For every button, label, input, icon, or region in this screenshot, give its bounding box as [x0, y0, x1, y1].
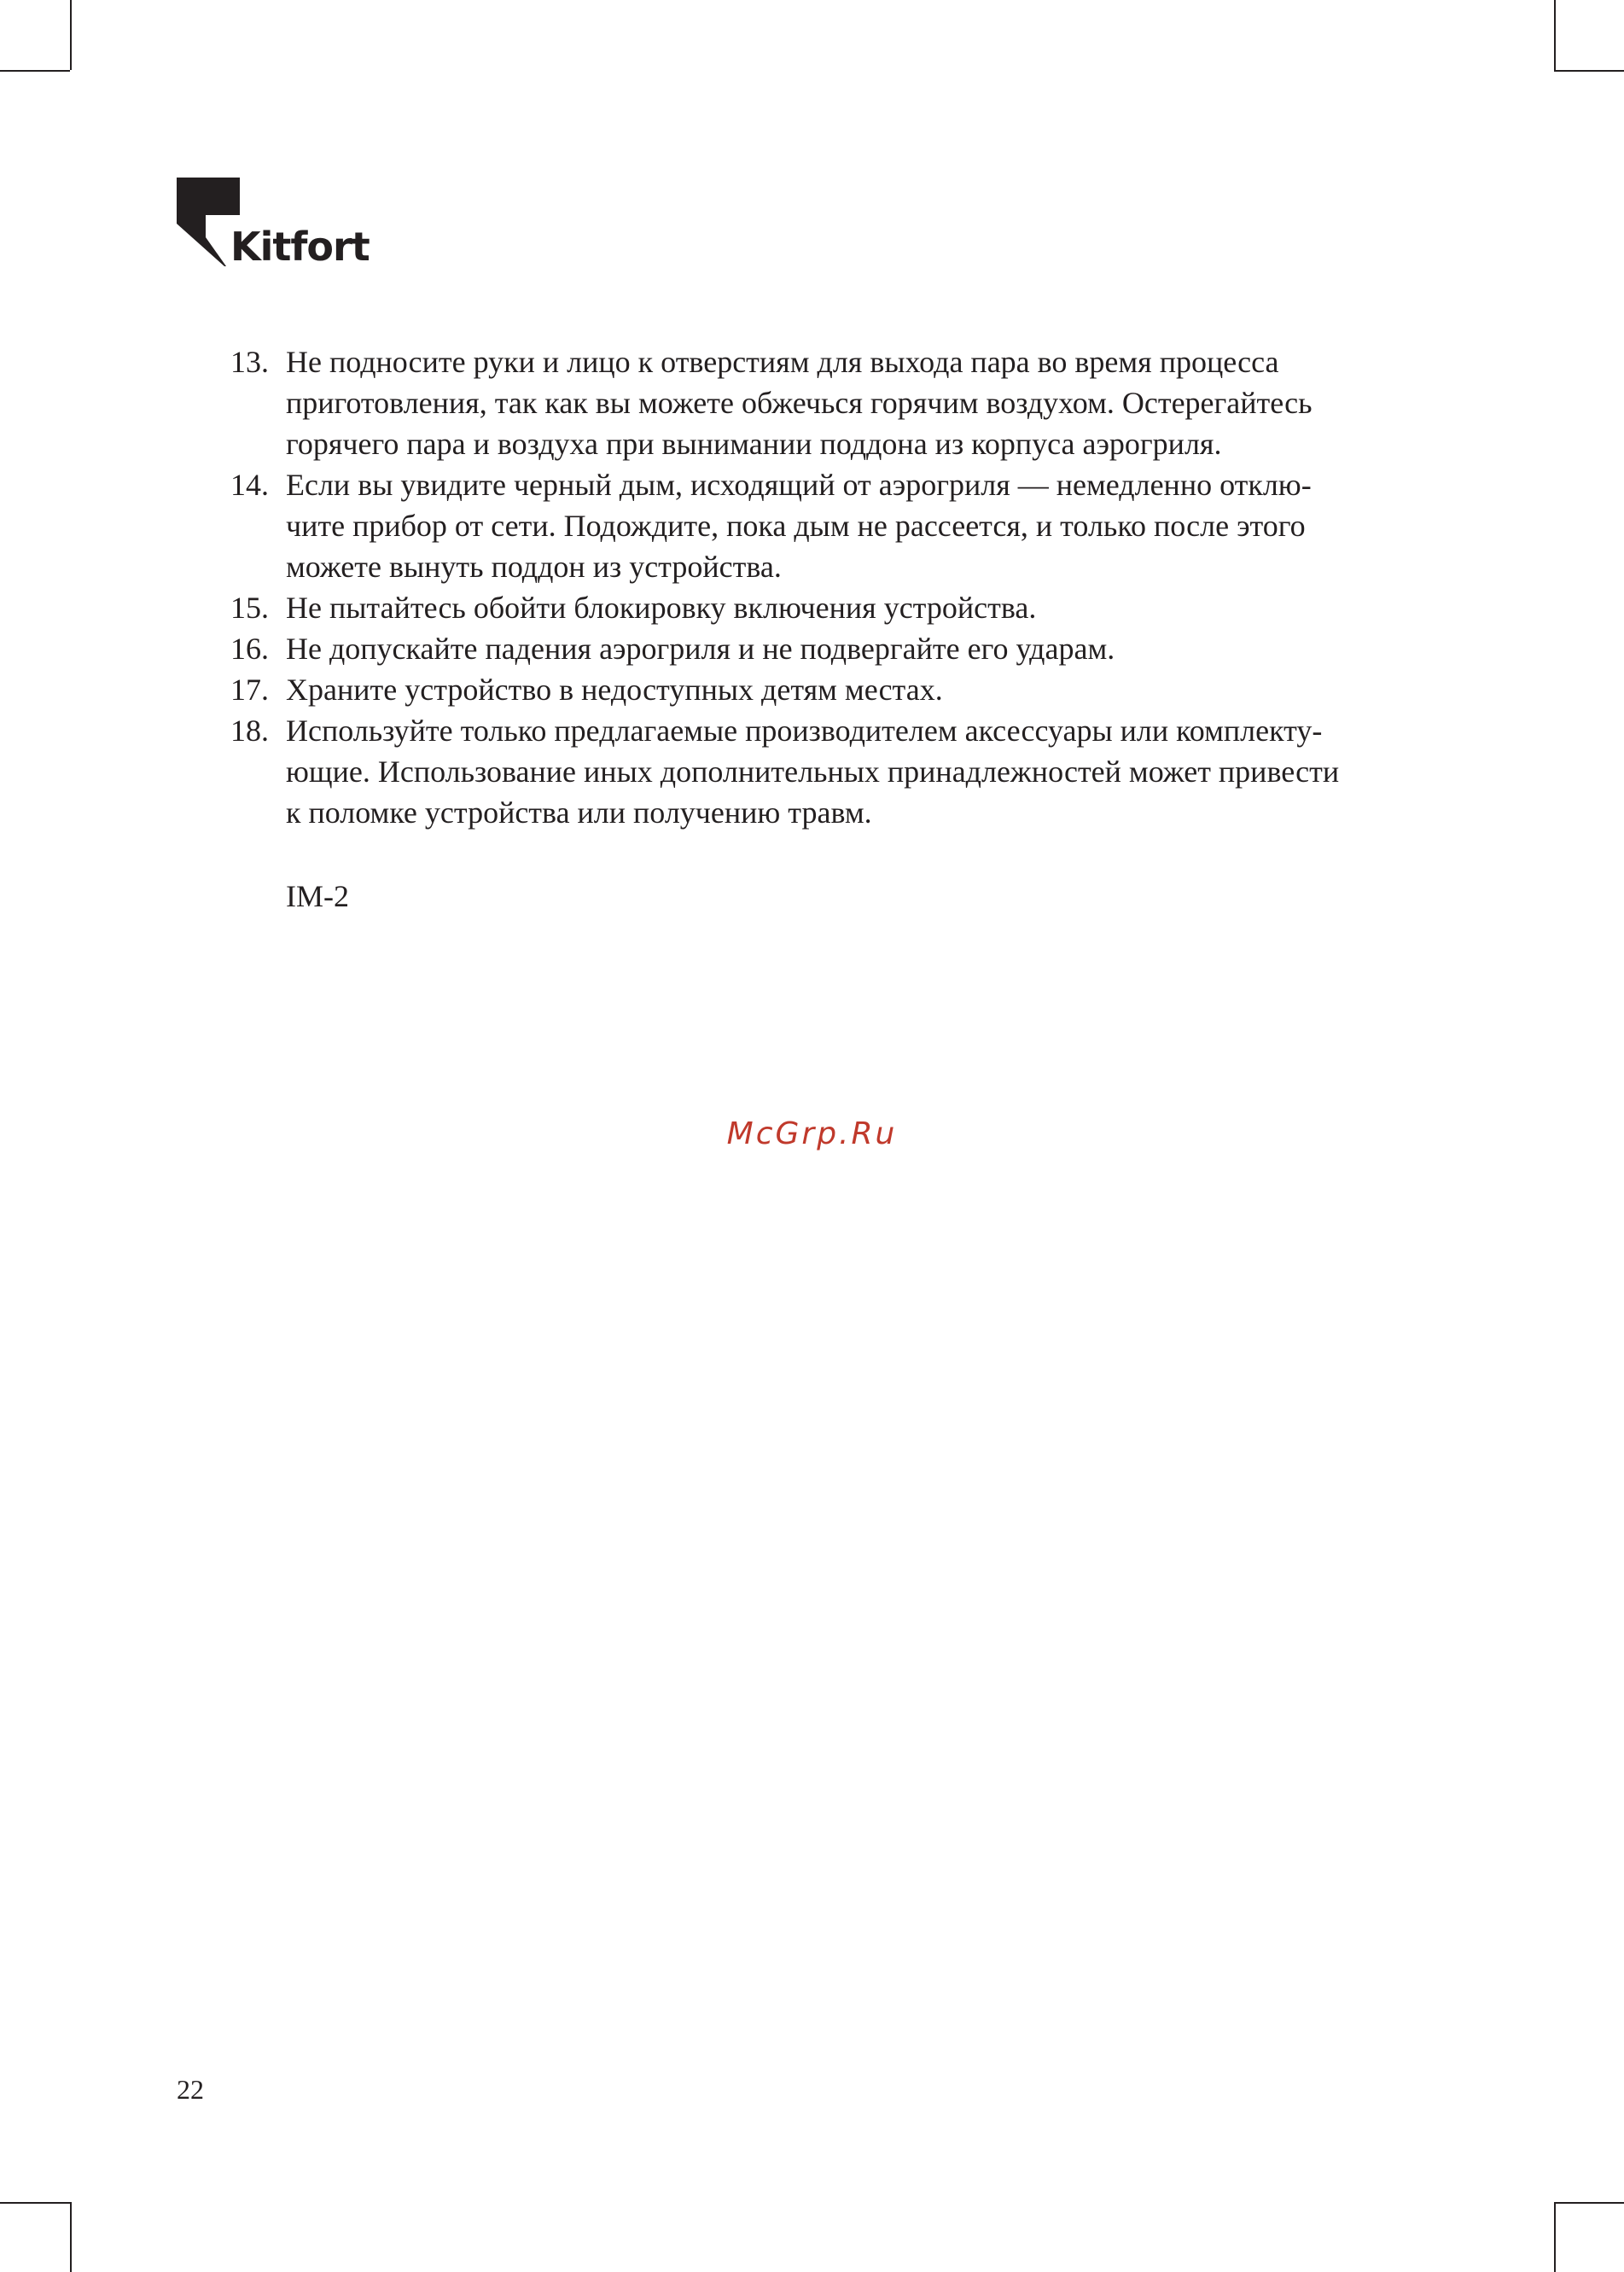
list-item-line: Если вы увидите черный дым, исходящий от аэрогриля — немедленно отклю- [286, 468, 1312, 502]
crop-mark-bottom-right [1554, 2202, 1624, 2204]
list-item-number: 18. [230, 714, 269, 748]
list-item-number: 16. [230, 632, 269, 666]
list-item-line: к поломке устройства или получению травм. [286, 795, 872, 830]
crop-mark-top-left [70, 0, 72, 70]
list-item [230, 669, 1476, 710]
crop-mark-top-left [0, 70, 70, 72]
list-item-number: 15. [230, 591, 269, 625]
list-item-line: горячего пара и воздуха при вынимании поддона из корпуса аэрогриля. [286, 427, 1222, 461]
list-item-line: Не подносите руки и лицо к отверстиям для выхода пара во время процесса [286, 345, 1279, 379]
page-number: 22 [177, 2074, 204, 2105]
crop-mark-bottom-right [1554, 2202, 1556, 2272]
list-item-line: Не допускайте падения аэрогриля и не подвергайте его ударам. [286, 632, 1115, 666]
list-item-line: ющие. Использование иных дополнительных принадлежностей может привести [286, 754, 1340, 789]
list-item [230, 464, 1476, 587]
list-item-line: чите прибор от сети. Подождите, пока дым не рассеется, и только после этого [286, 509, 1306, 543]
list-item [230, 341, 1476, 464]
kitfort-logo [177, 178, 370, 271]
list-item-number: 17. [230, 673, 269, 707]
list-item-number: 13. [230, 345, 269, 379]
list-item-line: можете вынуть поддон из устройства. [286, 550, 782, 584]
list-item [230, 628, 1476, 669]
crop-mark-top-right [1554, 70, 1624, 72]
list-item-number: 14. [230, 468, 269, 502]
list-item-line: Используйте только предлагаемые производителем аксессуары или комплекту- [286, 714, 1323, 748]
safety-instructions-list [230, 341, 1476, 833]
list-item-line: Храните устройство в недоступных детям местах. [286, 673, 943, 707]
crop-mark-bottom-left [0, 2202, 70, 2204]
crop-mark-bottom-left [70, 2202, 72, 2272]
list-item [230, 710, 1476, 833]
list-item-line: приготовления, так как вы можете обжечься горячим воздухом. Остерегайтесь [286, 386, 1313, 420]
brand-name: Kitfort [230, 224, 370, 270]
list-item [230, 587, 1476, 628]
list-item-line: Не пытайтесь обойти блокировку включения устройства. [286, 591, 1037, 625]
document-code: IM-2 [286, 879, 349, 913]
crop-mark-top-right [1554, 0, 1556, 70]
watermark: McGrp.Ru [726, 1116, 898, 1151]
